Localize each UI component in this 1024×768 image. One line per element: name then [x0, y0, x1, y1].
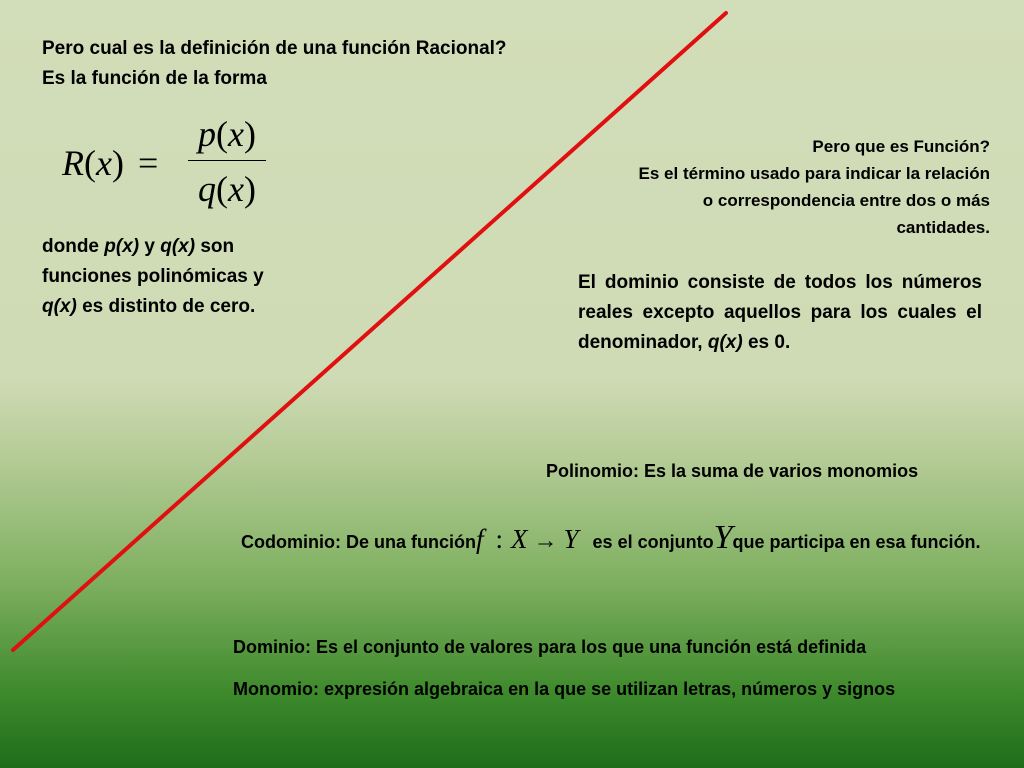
- denominator-x: x: [228, 169, 244, 209]
- formula-equals: =: [137, 143, 159, 183]
- dominio-definition: Dominio: Es el conjunto de valores para los que una función está definida: [233, 637, 867, 657]
- codominio-mid: es el conjunto: [592, 532, 714, 552]
- funcion-line2: o correspondencia entre dos o más: [702, 191, 990, 210]
- numerator-x: x: [228, 114, 244, 154]
- donde-y: y: [144, 236, 155, 257]
- rational-domain-qx: q(x): [707, 332, 743, 353]
- donde-word: donde: [42, 236, 99, 257]
- intro-subtitle: Es la función de la forma: [42, 68, 267, 89]
- funcion-definition: [570, 133, 990, 241]
- denominator-q: q: [198, 169, 216, 209]
- codominio-start: Codominio: De una función: [241, 532, 476, 552]
- formula-denominator: q(x): [198, 169, 256, 209]
- codominio-math: [476, 524, 579, 554]
- intro-text: [42, 34, 507, 94]
- codominio-end: que participa en esa función.: [732, 532, 981, 552]
- donde-text: [42, 232, 264, 322]
- math-Y: Y: [563, 524, 579, 554]
- formula-numerator: p(x): [198, 114, 256, 154]
- donde-qx2: q(x): [42, 296, 77, 317]
- donde-son: son: [200, 236, 235, 257]
- math-f: f: [475, 524, 484, 554]
- math-colon: :: [495, 524, 504, 554]
- numerator-p: p: [198, 114, 216, 154]
- formula-lhs: R(x) =: [62, 143, 159, 183]
- rational-domain-text: [578, 268, 982, 358]
- donde-line2: funciones polinómicas y: [42, 266, 264, 287]
- fraction-bar: [188, 160, 266, 161]
- rational-function-formula: [62, 112, 282, 217]
- arrow-icon: →: [533, 528, 558, 554]
- rational-domain-body: El dominio consiste de todos los números reales excepto aquellos para los cuales el denominador,: [578, 272, 982, 353]
- intro-question: Pero cual es la definición de una función Racional?: [42, 38, 507, 59]
- funcion-line3: cantidades.: [896, 218, 990, 237]
- monomio-definition: Monomio: expresión algebraica en la que se utilizan letras, números y signos: [233, 679, 896, 699]
- math-X: X: [511, 524, 528, 554]
- donde-qx: q(x): [160, 236, 196, 257]
- polinomio-definition: Polinomio: Es la suma de varios monomios: [546, 461, 919, 481]
- formula-R: R: [62, 143, 84, 183]
- donde-line3: es distinto de cero.: [82, 296, 256, 317]
- funcion-line1: Es el término usado para indicar la relación: [638, 164, 990, 183]
- rational-domain-end: es 0.: [747, 332, 791, 353]
- math-Y-large: Y: [713, 519, 733, 556]
- formula-fraction: [188, 112, 266, 211]
- donde-px: p(x): [104, 236, 140, 257]
- formula-x: x: [96, 143, 112, 183]
- codominio-definition: [241, 519, 981, 557]
- funcion-question: Pero que es Función?: [812, 137, 990, 156]
